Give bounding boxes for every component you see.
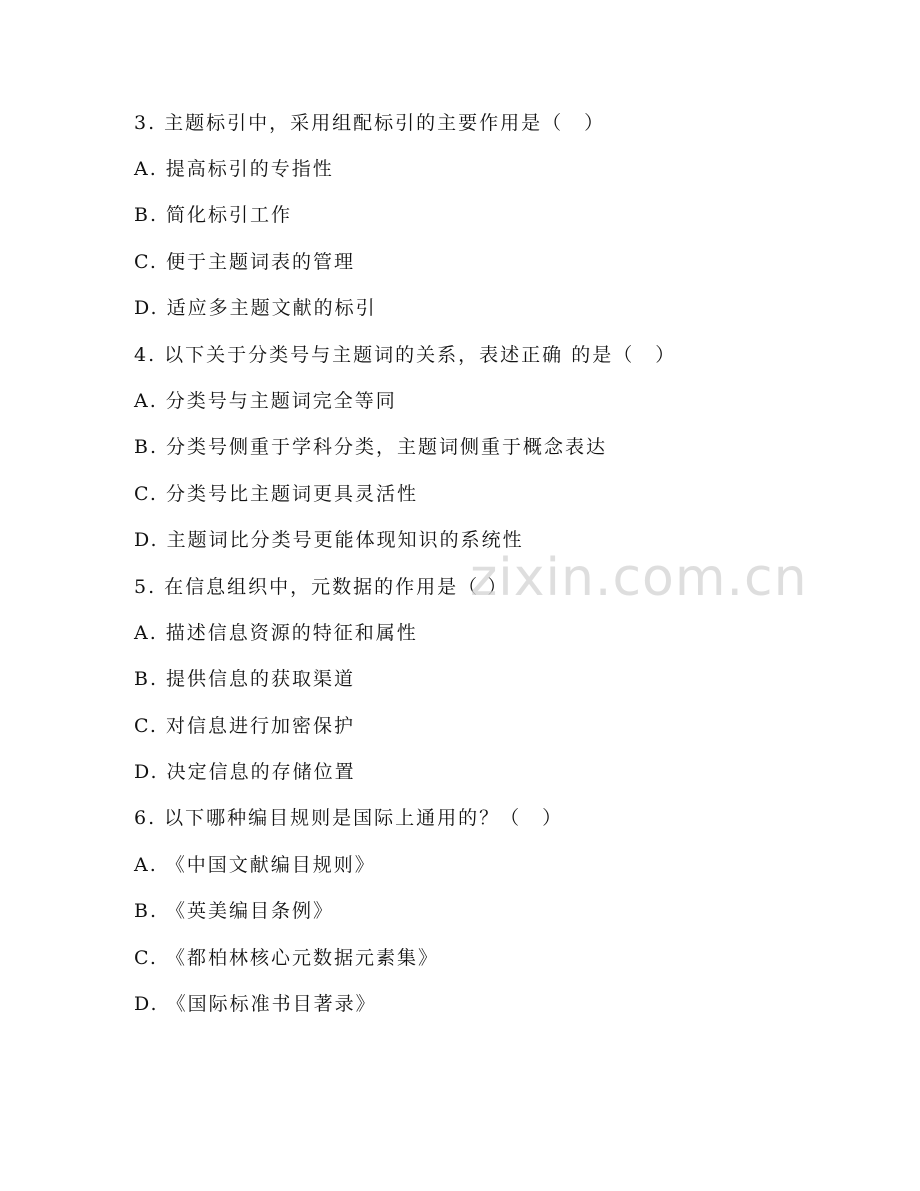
question-6-option-b: B. 《英美编目条例》: [134, 900, 335, 922]
question-5-stem: 5. 在信息组织中，元数据的作用是（ ）: [134, 576, 509, 598]
question-3-option-b: B. 简化标引工作: [134, 204, 293, 226]
question-6-stem: 6. 以下哪种编目规则是国际上通用的？（ ）: [134, 807, 564, 829]
question-5-option-a: A. 描述信息资源的特征和属性: [134, 622, 418, 644]
question-6-option-d: D. 《国际标准书目著录》: [134, 993, 377, 1015]
site-watermark: zixin.com.cn: [470, 548, 808, 608]
question-4-option-a: A. 分类号与主题词完全等同: [134, 390, 397, 412]
question-3-option-d: D. 适应多主题文献的标引: [134, 297, 377, 319]
question-3-stem: 3. 主题标引中，采用组配标引的主要作用是（ ）: [134, 112, 606, 134]
question-5-option-c: C. 对信息进行加密保护: [134, 715, 355, 737]
question-5-option-b: B. 提供信息的获取渠道: [134, 668, 356, 690]
question-4-stem: 4. 以下关于分类号与主题词的关系，表述正确 的是（ ）: [134, 344, 677, 366]
question-4-option-c: C. 分类号比主题词更具灵活性: [134, 483, 418, 505]
question-6-option-c: C. 《都柏林核心元数据元素集》: [134, 947, 439, 969]
question-4-option-d: D. 主题词比分类号更能体现知识的系统性: [134, 529, 524, 551]
question-6-option-a: A. 《中国文献编目规则》: [134, 854, 376, 876]
question-4-option-b: B. 分类号侧重于学科分类，主题词侧重于概念表达: [134, 436, 608, 458]
question-5-option-d: D. 决定信息的存储位置: [134, 761, 356, 783]
question-3-option-c: C. 便于主题词表的管理: [134, 251, 355, 273]
question-3-option-a: A. 提高标引的专指性: [134, 158, 334, 180]
